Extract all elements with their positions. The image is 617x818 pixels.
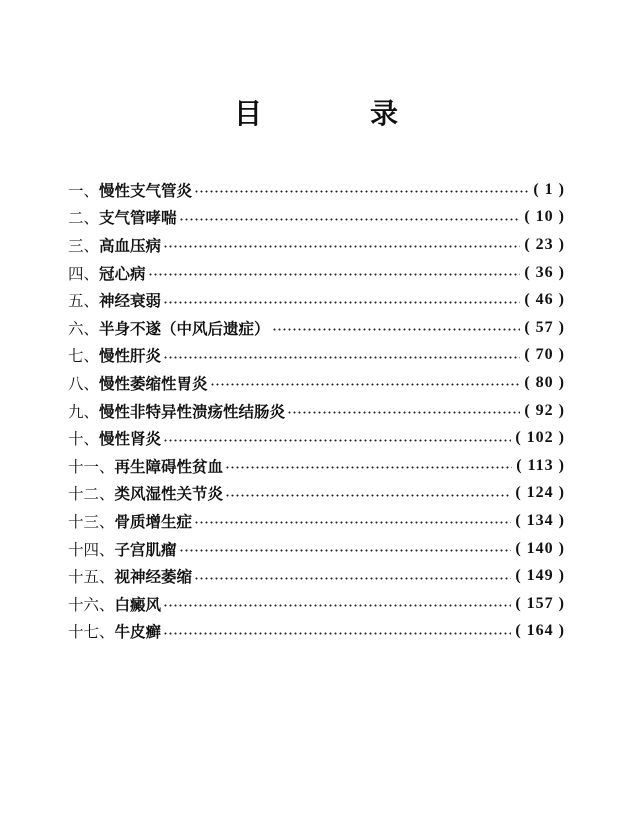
entry-page: ( 164 ): [515, 622, 565, 640]
toc-entry: [68, 618, 565, 646]
entry-number: 四、: [68, 264, 100, 283]
entry-page: ( 57 ): [524, 318, 565, 336]
toc-entry: [68, 397, 565, 425]
entry-number: 六、: [68, 319, 100, 338]
title-char-1: 目: [234, 97, 263, 130]
entry-number: 十二、: [68, 485, 115, 504]
toc-entry: [68, 590, 565, 618]
entry-page: ( 1 ): [533, 180, 565, 198]
entry-page: ( 124 ): [515, 484, 565, 502]
entry-title: 视神经萎缩: [114, 567, 193, 587]
page-title: [0, 92, 617, 132]
dot-leader: [163, 356, 520, 359]
dot-leader: [210, 383, 521, 386]
toc-entry: [68, 535, 565, 563]
entry-page: ( 102 ): [515, 429, 565, 447]
entry-number: 七、: [68, 347, 100, 366]
dot-leader: [194, 190, 529, 193]
entry-number: 八、: [68, 374, 100, 393]
toc-entry: [68, 259, 565, 287]
toc-entry: [68, 286, 565, 314]
entry-title: 慢性支气管炎: [99, 180, 193, 200]
entry-number: 三、: [68, 236, 100, 255]
entry-title: 慢性萎缩性胃炎: [99, 373, 208, 393]
toc-entry: [68, 176, 565, 204]
dot-leader: [148, 273, 521, 276]
entry-title: 类风湿性关节炎: [114, 484, 224, 504]
toc-entry: [68, 480, 565, 508]
entry-title: 半身不遂（中风后遗症）: [99, 318, 270, 338]
entry-page: ( 157 ): [515, 594, 565, 612]
dot-leader: [225, 466, 512, 469]
entry-number: 二、: [68, 209, 100, 228]
entry-page: ( 140 ): [515, 539, 565, 557]
toc-entry: [68, 204, 565, 232]
dot-leader: [163, 604, 511, 607]
entry-page: ( 80 ): [524, 373, 565, 391]
toc-entry: [68, 562, 565, 590]
dot-leader: [163, 301, 520, 304]
dot-leader: [225, 494, 511, 497]
toc-entry: [68, 342, 565, 370]
entry-page: ( 36 ): [524, 263, 565, 281]
dot-leader: [163, 245, 520, 248]
entry-number: 十三、: [68, 512, 115, 531]
toc-entry: [68, 369, 565, 397]
entry-page: ( 92 ): [524, 401, 565, 419]
entry-number: 十七、: [68, 623, 115, 642]
entry-number: 五、: [68, 292, 100, 311]
table-of-contents: [68, 176, 565, 645]
entry-title: 牛皮癣: [114, 622, 162, 642]
entry-number: 十六、: [68, 595, 115, 614]
entry-title: 骨质增生症: [114, 511, 193, 531]
entry-page: ( 70 ): [524, 346, 565, 364]
dot-leader: [179, 218, 521, 221]
dot-leader: [163, 632, 511, 635]
toc-entry: [68, 231, 565, 259]
entry-title: 慢性非特异性溃疡性结肠炎: [99, 401, 286, 421]
dot-leader: [272, 328, 521, 331]
entry-number: 十四、: [68, 540, 115, 559]
toc-entry: [68, 314, 565, 342]
entry-title: 高血压病: [99, 235, 162, 255]
entry-title: 冠心病: [99, 263, 146, 283]
dot-leader: [194, 521, 511, 524]
entry-title: 神经衰弱: [99, 291, 162, 311]
toc-entry: [68, 507, 565, 535]
dot-leader: [287, 411, 520, 414]
entry-page: ( 46 ): [524, 291, 565, 309]
entry-page: ( 149 ): [515, 567, 565, 585]
entry-page: ( 134 ): [515, 511, 565, 529]
entry-title: 子宫肌瘤: [114, 539, 177, 559]
entry-page: ( 23 ): [524, 235, 565, 253]
entry-title: 再生障碍性贫血: [114, 456, 224, 476]
entry-title: 慢性肝炎: [99, 346, 162, 366]
toc-entry: [68, 424, 565, 452]
entry-number: 十五、: [68, 568, 115, 587]
entry-page: ( 10 ): [524, 208, 565, 226]
entry-number: 一、: [68, 181, 100, 200]
entry-title: 慢性肾炎: [99, 429, 162, 449]
entry-number: 九、: [68, 402, 100, 421]
entry-page: ( 113 ): [516, 456, 565, 474]
entry-number: 十一、: [68, 457, 115, 476]
dot-leader: [163, 439, 511, 442]
entry-number: 十、: [68, 430, 100, 449]
title-char-2: 录: [370, 97, 399, 130]
dot-leader: [179, 549, 512, 552]
entry-title: 支气管哮喘: [99, 208, 177, 228]
toc-entry: [68, 452, 565, 480]
entry-title: 白癜风: [114, 594, 162, 614]
dot-leader: [194, 577, 511, 580]
